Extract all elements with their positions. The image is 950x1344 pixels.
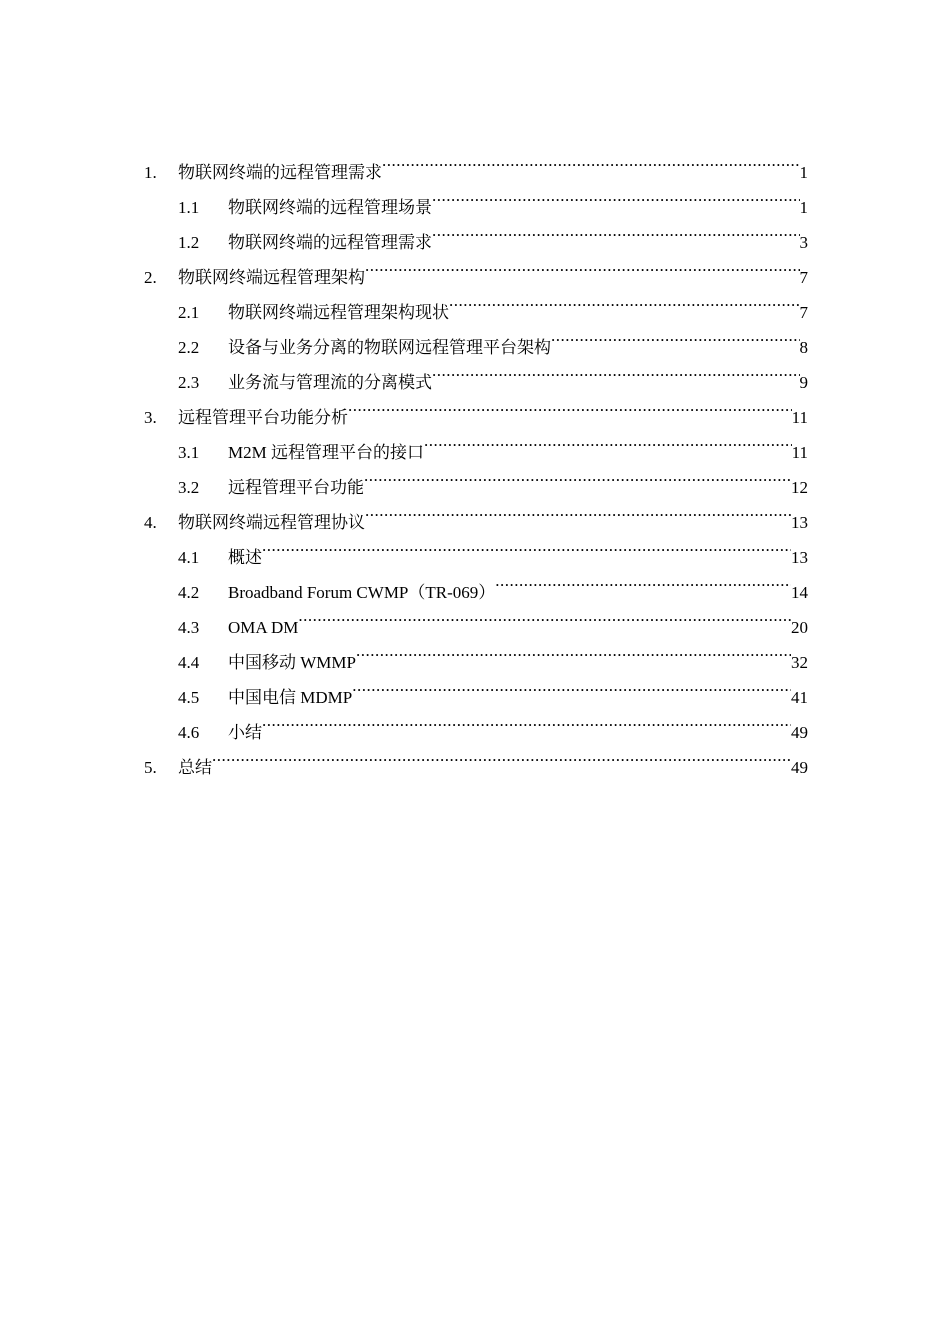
toc-entry-page: 7 (799, 268, 808, 287)
dot-leader (348, 388, 792, 423)
toc-entry-page: 13 (791, 513, 808, 532)
toc-entry-page: 1 (799, 163, 808, 182)
toc-entry-title: 物联网终端的远程管理需求 (178, 163, 382, 182)
toc-entry-title: 概述 (228, 548, 262, 567)
toc-entry-number: 1.1 (178, 198, 200, 217)
toc-entry-page: 12 (791, 478, 808, 497)
toc-entry-page: 8 (799, 338, 808, 357)
dot-leader (364, 458, 791, 493)
toc-entry-title: 物联网终端远程管理架构现状 (228, 303, 449, 322)
toc-entry-title: 中国移动 WMMP (228, 653, 356, 672)
toc-entry[interactable] (144, 143, 808, 182)
dot-leader (424, 423, 792, 458)
toc-entry-number: 2.3 (178, 373, 200, 392)
toc-entry-title: Broadband Forum CWMP（TR-069） (228, 583, 496, 602)
toc-entry-page: 32 (791, 653, 808, 672)
dot-leader (382, 143, 800, 178)
toc-entry-page: 11 (791, 443, 808, 462)
dot-leader (495, 563, 791, 598)
toc-entry-page: 7 (799, 303, 808, 322)
dot-leader (365, 493, 791, 528)
toc-entry-number: 2. (144, 268, 157, 287)
toc-entry-number: 4.3 (178, 618, 200, 637)
toc-entry-page: 49 (791, 758, 808, 777)
toc-entry-number: 4.5 (178, 688, 200, 707)
toc-entry-title: 远程管理平台功能分析 (178, 408, 348, 427)
toc-entry-page: 3 (799, 233, 808, 252)
toc-entry-page: 11 (791, 408, 808, 427)
dot-leader (352, 668, 791, 703)
toc-entry-title: 中国电信 MDMP (228, 688, 353, 707)
toc-entry-title: 物联网终端的远程管理需求 (228, 233, 432, 252)
toc-entry-number: 3. (144, 408, 157, 427)
toc-entry-number: 4.4 (178, 653, 200, 672)
toc-entry-title: 物联网终端远程管理协议 (178, 513, 365, 532)
toc-entry-title: OMA DM (228, 618, 299, 637)
toc-entry-number: 4.2 (178, 583, 200, 602)
toc-entry-number: 1. (144, 163, 157, 182)
dot-leader (551, 318, 800, 353)
dot-leader (432, 178, 800, 213)
toc-entry[interactable] (144, 738, 808, 777)
toc-entry-number: 3.2 (178, 478, 200, 497)
toc-entry-title: 物联网终端的远程管理场景 (228, 198, 432, 217)
toc-entry-page: 41 (791, 688, 808, 707)
dot-leader (356, 633, 791, 668)
toc-entry-page: 14 (791, 583, 808, 602)
toc-entry-title: 小结 (228, 723, 262, 742)
dot-leader (262, 703, 791, 738)
dot-leader (365, 248, 800, 283)
dot-leader (262, 528, 791, 563)
toc-entry-page: 49 (791, 723, 808, 742)
dot-leader (449, 283, 800, 318)
toc-entry-number: 5. (144, 758, 157, 777)
dot-leader (212, 738, 791, 773)
toc-entry-number: 2.1 (178, 303, 200, 322)
toc-entry-number: 2.2 (178, 338, 200, 357)
table-of-contents (144, 143, 808, 777)
toc-entry-page: 1 (799, 198, 808, 217)
dot-leader (432, 213, 800, 248)
toc-entry-page: 20 (791, 618, 808, 637)
toc-entry-title: 物联网终端远程管理架构 (178, 268, 365, 287)
dot-leader (432, 353, 800, 388)
toc-entry-number: 1.2 (178, 233, 200, 252)
toc-entry-number: 4.6 (178, 723, 200, 742)
toc-entry-title: M2M 远程管理平台的接口 (228, 443, 424, 462)
toc-entry-number: 4.1 (178, 548, 200, 567)
toc-entry-title: 远程管理平台功能 (228, 478, 364, 497)
dot-leader (298, 598, 791, 633)
toc-entry-number: 3.1 (178, 443, 200, 462)
toc-entry-number: 4. (144, 513, 157, 532)
toc-entry-title: 设备与业务分离的物联网远程管理平台架构 (228, 338, 551, 357)
toc-entry-title: 总结 (178, 758, 212, 777)
toc-entry-page: 13 (791, 548, 808, 567)
toc-entry-title: 业务流与管理流的分离模式 (228, 373, 432, 392)
toc-entry-page: 9 (799, 373, 808, 392)
